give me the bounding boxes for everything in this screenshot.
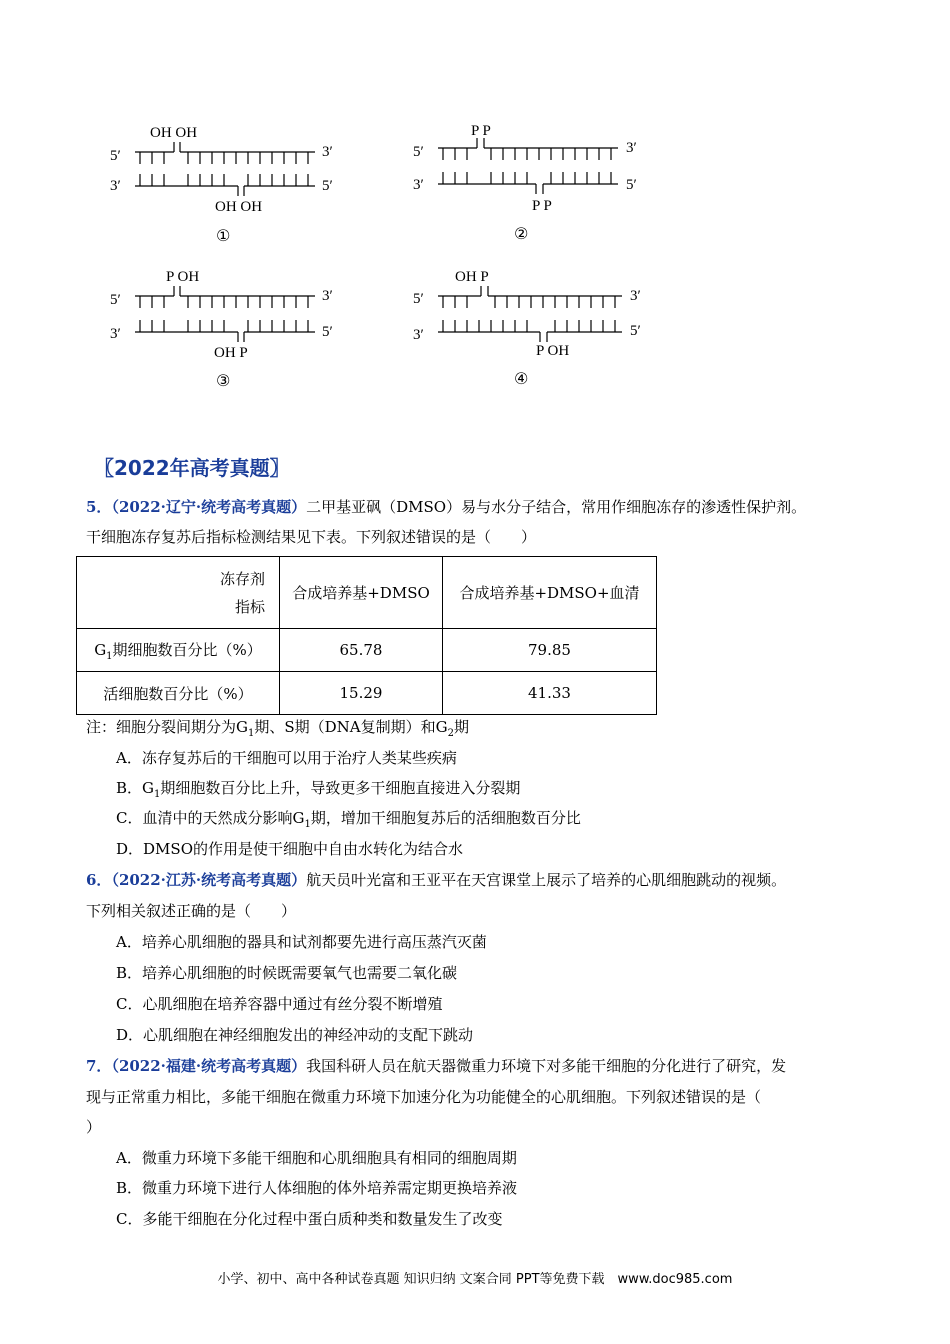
panel-3-3prime-bottom: 3′ [110, 326, 121, 342]
panel-4-5prime-bottom: 5′ [630, 323, 641, 339]
q5-stem-2: 干细胞冻存复苏后指标检测结果见下表。下列叙述错误的是（ ） [86, 528, 537, 546]
panel-1-number: ① [216, 226, 231, 245]
section-title: 〖2022年高考真题〗 [94, 456, 290, 480]
panel-1-3prime-top: 3′ [322, 144, 333, 160]
q5-number: 5． [86, 498, 112, 516]
panel-4 [413, 269, 641, 388]
q5-source[interactable]: （2022·辽宁·统考高考真题） [111, 498, 307, 516]
panel-3-5prime-bottom: 5′ [322, 324, 333, 340]
q7-source[interactable]: （2022·福建·统考高考真题） [111, 1057, 307, 1075]
q5-note: 注：细胞分裂间期分为$G_1$期、S期（DNA复制期）和$G_2$期 [86, 718, 470, 739]
q5-table [76, 556, 657, 715]
panel-3 [110, 269, 333, 390]
table-header-bottom: 指标 [234, 597, 265, 616]
q6-option-b[interactable]: B．培养心肌细胞的时候既需要氧气也需要二氧化碳 [116, 964, 458, 982]
q7-line1 [86, 1051, 786, 1081]
q6-option-a[interactable]: A．培养心肌细胞的器具和试剂都要先进行高压蒸汽灭菌 [116, 933, 487, 951]
table-row1-value1: 65.78 [280, 629, 443, 672]
page-footer[interactable]: 小学、初中、高中各种试卷真题 知识归纳 文案合同 PPT等免费下载 www.doc985.com [217, 1272, 733, 1287]
table-header-top: 冻存剂 [219, 569, 265, 588]
panel-3-top-ends: P OH [166, 269, 200, 285]
panel-2-3prime-top: 3′ [626, 140, 637, 156]
dna-nick-diagram [100, 110, 700, 400]
panel-2 [413, 123, 637, 243]
panel-1-top-ends: OH OH [150, 125, 198, 141]
table-col2-header: 合成培养基+DMSO+血清 [443, 557, 657, 629]
q5-stem-1: 二甲基亚砜（DMSO）易与水分子结合，常用作细胞冻存的渗透性保护剂。 [306, 498, 807, 516]
table-col1-header: 合成培养基+DMSO [280, 557, 443, 629]
q6-stem-1: 航天员叶光富和王亚平在天宫课堂上展示了培养的心肌细胞跳动的视频。 [306, 871, 787, 889]
q6-line1 [86, 865, 786, 895]
q7-option-a[interactable]: A．微重力环境下多能干细胞和心肌细胞具有相同的细胞周期 [116, 1149, 517, 1167]
panel-1-5prime-top: 5′ [110, 148, 121, 164]
panel-2-5prime-top: 5′ [413, 144, 424, 160]
q5-line1 [86, 492, 806, 522]
panel-1-bottom-ends: OH OH [215, 199, 263, 215]
panel-1-3prime-bottom: 3′ [110, 178, 121, 194]
panel-2-bottom-ends: P P [532, 198, 552, 214]
q6-option-d[interactable]: D．心肌细胞在神经细胞发出的神经冲动的支配下跳动 [116, 1026, 474, 1044]
table-row2-label: 活细胞数百分比（%） [77, 672, 280, 715]
q7-stem-2: 现与正常重力相比，多能干细胞在微重力环境下加速分化为功能健全的心肌细胞。下列叙述错误的是（ [86, 1088, 762, 1106]
panel-2-number: ② [514, 224, 529, 243]
q7-number: 7． [86, 1057, 112, 1075]
panel-4-number: ④ [514, 369, 529, 388]
panel-4-3prime-bottom: 3′ [413, 327, 424, 343]
panel-3-3prime-top: 3′ [322, 288, 333, 304]
q6-number: 6． [86, 871, 112, 889]
panel-3-bottom-ends: OH P [214, 345, 248, 361]
q6-stem-2: 下列相关叙述正确的是（ ） [86, 902, 297, 920]
table-row2-value1: 15.29 [280, 672, 443, 715]
q5-option-a[interactable]: A．冻存复苏后的干细胞可以用于治疗人类某些疾病 [116, 749, 457, 767]
table-row2-value2: 41.33 [443, 672, 657, 715]
panel-2-3prime-bottom: 3′ [413, 177, 424, 193]
panel-1-5prime-bottom: 5′ [322, 178, 333, 194]
q7-option-c[interactable]: C．多能干细胞在分化过程中蛋白质种类和数量发生了改变 [116, 1210, 503, 1228]
panel-4-5prime-top: 5′ [413, 291, 424, 307]
panel-2-top-ends: P P [471, 123, 491, 139]
table-row1-label: $G_1$期细胞数百分比（%） [77, 629, 280, 672]
panel-4-3prime-top: 3′ [630, 288, 641, 304]
q5-option-d[interactable]: D．DMSO的作用是使干细胞中自由水转化为结合水 [116, 840, 463, 858]
q7-stem-3: ） [86, 1118, 102, 1136]
q6-option-c[interactable]: C．心肌细胞在培养容器中通过有丝分裂不断增殖 [116, 995, 443, 1013]
q5-option-c[interactable]: C．血清中的天然成分影响$G_1$期，增加干细胞复苏后的活细胞数百分比 [116, 809, 581, 830]
panel-1 [110, 125, 333, 245]
q7-option-b[interactable]: B．微重力环境下进行人体细胞的体外培养需定期更换培养液 [116, 1179, 518, 1197]
panel-4-top-ends: OH P [455, 269, 489, 285]
panel-3-5prime-top: 5′ [110, 292, 121, 308]
table-row1-value2: 79.85 [443, 629, 657, 672]
q7-stem-1: 我国科研人员在航天器微重力环境下对多能干细胞的分化进行了研究，发 [306, 1057, 787, 1075]
table-header-corner [77, 557, 280, 629]
q6-source[interactable]: （2022·江苏·统考高考真题） [111, 871, 307, 889]
panel-4-bottom-ends: P OH [536, 343, 570, 359]
panel-2-5prime-bottom: 5′ [626, 177, 637, 193]
panel-3-number: ③ [216, 371, 231, 390]
q5-option-b[interactable]: B．$G_1$期细胞数百分比上升，导致更多干细胞直接进入分裂期 [116, 779, 521, 800]
